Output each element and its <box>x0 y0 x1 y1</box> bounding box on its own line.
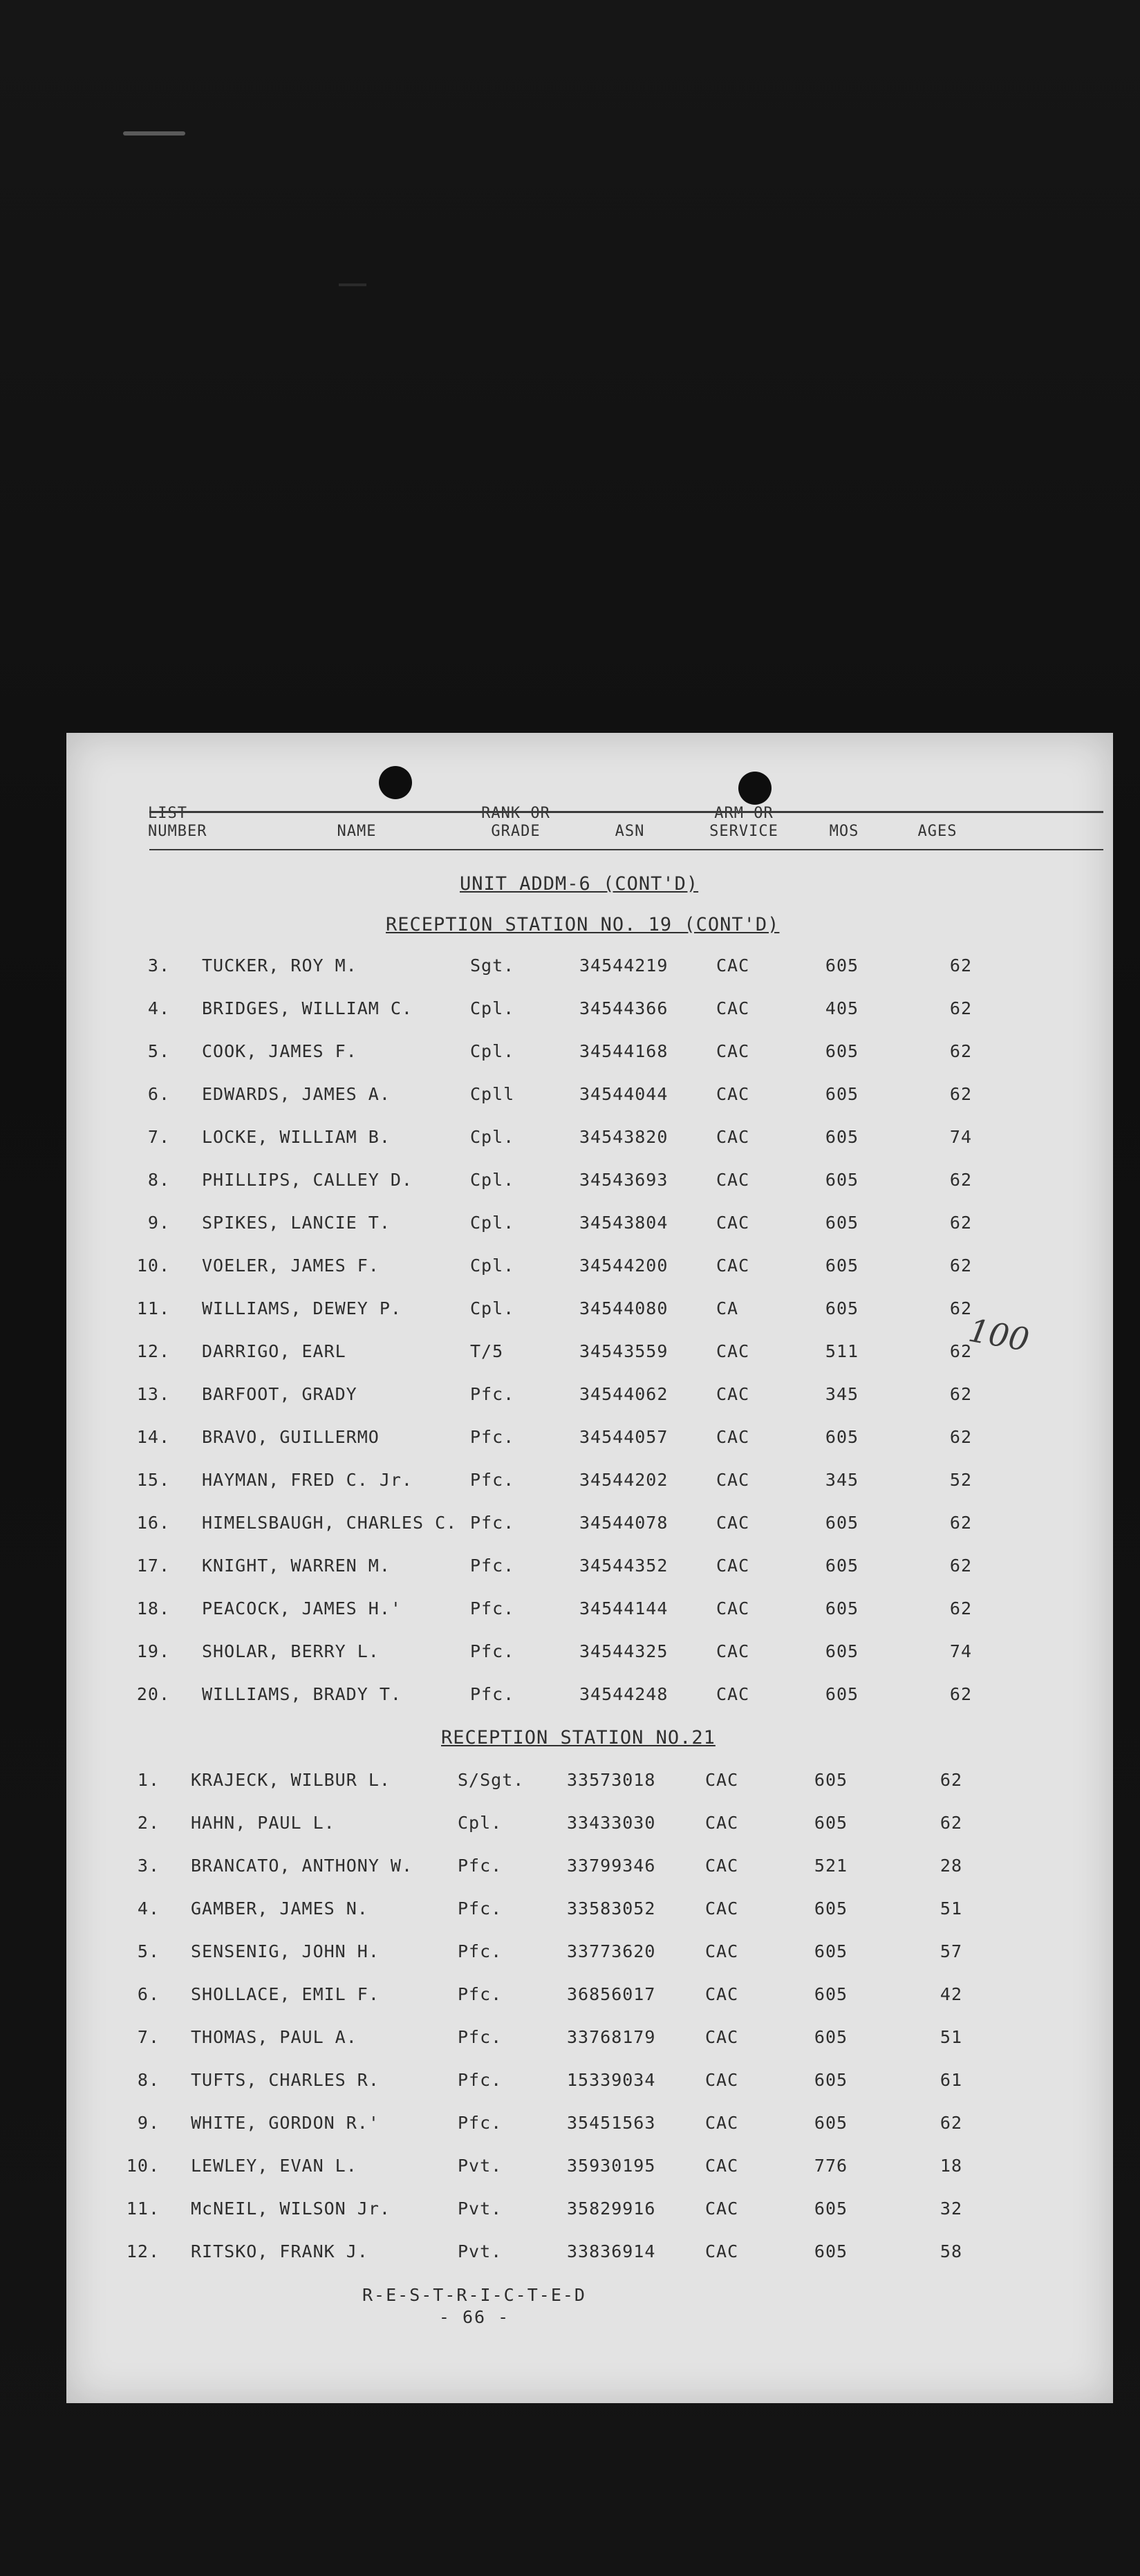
rank-cell: Sgt. <box>470 955 515 976</box>
list-number-cell: 14. <box>136 1427 170 1447</box>
header-rule <box>149 849 1103 850</box>
service-cell: CAC <box>716 998 750 1018</box>
list-number-cell: 11. <box>136 1298 170 1318</box>
asn-cell: 34544352 <box>579 1556 669 1576</box>
list-number-cell: 17. <box>136 1556 170 1576</box>
list-number-cell: 7. <box>137 2027 160 2047</box>
asn-cell: 34544168 <box>579 1041 669 1061</box>
mos-cell: 605 <box>825 1084 859 1104</box>
mos-cell: 605 <box>825 955 859 976</box>
rank-cell: S/Sgt. <box>458 1770 525 1790</box>
ages-cell: 62 <box>940 1813 962 1833</box>
asn-cell: 34544044 <box>579 1084 669 1104</box>
roster-row <box>66 1298 1113 1326</box>
ages-cell: 62 <box>940 2113 962 2133</box>
rank-cell: Pfc. <box>470 1684 515 1704</box>
list-number-cell: 18. <box>136 1598 170 1618</box>
roster-row <box>66 1513 1113 1540</box>
list-number-cell: 9. <box>147 1213 170 1233</box>
service-cell: CAC <box>716 1384 750 1404</box>
list-number-cell: 5. <box>147 1041 170 1061</box>
roster-row <box>66 955 1113 983</box>
ages-cell: 62 <box>949 1213 972 1233</box>
service-cell: CAC <box>716 1084 750 1104</box>
rank-cell: Pfc. <box>470 1384 515 1404</box>
rank-cell: Pvt. <box>458 2241 503 2261</box>
ages-cell: 62 <box>949 955 972 976</box>
name-cell: WILLIAMS, DEWEY P. <box>202 1298 402 1318</box>
footer-classification: R-E-S-T-R-I-C-T-E-D <box>362 2285 586 2305</box>
header-ages: AGES <box>917 823 957 840</box>
ages-cell: 62 <box>949 1598 972 1618</box>
name-cell: BARFOOT, GRADY <box>202 1384 357 1404</box>
service-cell: CAC <box>705 1813 739 1833</box>
roster-row <box>66 1770 1113 1798</box>
header-name: NAME <box>337 823 377 840</box>
asn-cell: 34544057 <box>579 1427 669 1447</box>
roster-row <box>66 1084 1113 1112</box>
ages-cell: 62 <box>949 1384 972 1404</box>
rank-cell: Cpl. <box>470 1256 515 1276</box>
asn-cell: 33583052 <box>567 1898 656 1919</box>
header-rank-line2: GRADE <box>491 823 541 840</box>
unit-title: UNIT ADDM-6 (CONT'D) <box>460 873 699 895</box>
roster-row <box>66 2070 1113 2098</box>
page-number: - 66 - <box>438 2307 510 2327</box>
header-number-label: NUMBER <box>148 823 207 840</box>
roster-row <box>66 2199 1113 2226</box>
rank-cell: Cpl. <box>470 1127 515 1147</box>
ages-cell: 42 <box>940 1984 962 2004</box>
ages-cell: 32 <box>940 2199 962 2219</box>
name-cell: LOCKE, WILLIAM B. <box>202 1127 391 1147</box>
roster-row <box>66 1384 1113 1412</box>
mos-cell: 605 <box>825 1556 859 1576</box>
service-cell: CAC <box>705 2241 739 2261</box>
mos-cell: 605 <box>814 1898 848 1919</box>
rank-cell: Cpl. <box>470 998 515 1018</box>
asn-cell: 34544219 <box>579 955 669 976</box>
service-cell: CAC <box>705 1898 739 1919</box>
list-number-cell: 13. <box>136 1384 170 1404</box>
name-cell: PHILLIPS, CALLEY D. <box>202 1170 413 1190</box>
name-cell: RITSKO, FRANK J. <box>191 2241 368 2261</box>
service-cell: CAC <box>705 1941 739 1961</box>
mos-cell: 511 <box>825 1341 859 1361</box>
roster-row <box>66 2113 1113 2140</box>
ages-cell: 51 <box>940 1898 962 1919</box>
name-cell: TUFTS, CHARLES R. <box>191 2070 380 2090</box>
asn-cell: 34543804 <box>579 1213 669 1233</box>
rank-cell: Pfc. <box>470 1470 515 1490</box>
ages-cell: 74 <box>949 1127 972 1147</box>
mos-cell: 605 <box>814 2027 848 2047</box>
list-number-cell: 6. <box>137 1984 160 2004</box>
list-number-cell: 9. <box>137 2113 160 2133</box>
name-cell: VOELER, JAMES F. <box>202 1256 380 1276</box>
roster-row <box>66 2241 1113 2269</box>
list-number-cell: 8. <box>137 2070 160 2090</box>
mos-cell: 605 <box>825 1427 859 1447</box>
roster-row <box>66 1427 1113 1455</box>
list-number-cell: 16. <box>136 1513 170 1533</box>
service-cell: CAC <box>716 1256 750 1276</box>
roster-row <box>66 998 1113 1026</box>
rank-cell: Pfc. <box>470 1556 515 1576</box>
header-list-label: LIST <box>148 805 187 822</box>
service-cell: CAC <box>716 1684 750 1704</box>
list-number-cell: 7. <box>147 1127 170 1147</box>
mos-cell: 605 <box>814 2113 848 2133</box>
ages-cell: 57 <box>940 1941 962 1961</box>
list-number-cell: 19. <box>136 1641 170 1661</box>
name-cell: GAMBER, JAMES N. <box>191 1898 368 1919</box>
ages-cell: 62 <box>949 1341 972 1361</box>
service-cell: CAC <box>716 1470 750 1490</box>
rank-cell: Pvt. <box>458 2199 503 2219</box>
ages-cell: 28 <box>940 1856 962 1876</box>
list-number-cell: 11. <box>126 2199 160 2219</box>
list-number-cell: 1. <box>137 1770 160 1790</box>
document-page <box>66 733 1113 2403</box>
asn-cell: 35829916 <box>567 2199 656 2219</box>
name-cell: TUCKER, ROY M. <box>202 955 357 976</box>
asn-cell: 34544202 <box>579 1470 669 1490</box>
mos-cell: 605 <box>814 1770 848 1790</box>
ages-cell: 52 <box>949 1470 972 1490</box>
ages-cell: 62 <box>949 998 972 1018</box>
roster-row <box>66 1127 1113 1155</box>
asn-cell: 34544325 <box>579 1641 669 1661</box>
service-cell: CAC <box>705 2156 739 2176</box>
list-number-cell: 5. <box>137 1941 160 1961</box>
rank-cell: Pfc. <box>458 2027 503 2047</box>
mos-cell: 345 <box>825 1384 859 1404</box>
asn-cell: 35930195 <box>567 2156 656 2176</box>
name-cell: BRAVO, GUILLERMO <box>202 1427 380 1447</box>
roster-row <box>66 1856 1113 1883</box>
rank-cell: Pfc. <box>458 2070 503 2090</box>
punch-hole <box>379 766 412 799</box>
list-number-cell: 3. <box>137 1856 160 1876</box>
service-cell: CAC <box>705 2113 739 2133</box>
header-rank-line1: RANK OR <box>481 805 550 822</box>
mos-cell: 605 <box>825 1256 859 1276</box>
name-cell: PEACOCK, JAMES H.' <box>202 1598 402 1618</box>
roster-row <box>66 1598 1113 1626</box>
name-cell: WHITE, GORDON R.' <box>191 2113 380 2133</box>
roster-row <box>66 1684 1113 1712</box>
mos-cell: 605 <box>814 1984 848 2004</box>
service-cell: CAC <box>716 955 750 976</box>
list-number-cell: 12. <box>136 1341 170 1361</box>
roster-row <box>66 2027 1113 2055</box>
service-cell: CAC <box>705 1770 739 1790</box>
header-list-number <box>148 805 210 841</box>
name-cell: SENSENIG, JOHN H. <box>191 1941 380 1961</box>
list-number-cell: 15. <box>136 1470 170 1490</box>
rank-cell: Cpl. <box>458 1813 503 1833</box>
ages-cell: 18 <box>940 2156 962 2176</box>
roster-row <box>66 1556 1113 1583</box>
list-number-cell: 6. <box>147 1084 170 1104</box>
name-cell: SHOLLACE, EMIL F. <box>191 1984 380 2004</box>
name-cell: KNIGHT, WARREN M. <box>202 1556 391 1576</box>
mos-cell: 605 <box>825 1170 859 1190</box>
name-cell: KRAJECK, WILBUR L. <box>191 1770 391 1790</box>
asn-cell: 34543820 <box>579 1127 669 1147</box>
ages-cell: 51 <box>940 2027 962 2047</box>
ages-cell: 74 <box>949 1641 972 1661</box>
asn-cell: 33573018 <box>567 1770 656 1790</box>
list-number-cell: 10. <box>136 1256 170 1276</box>
name-cell: HIMELSBAUGH, CHARLES C. <box>202 1513 458 1533</box>
asn-cell: 33768179 <box>567 2027 656 2047</box>
asn-cell: 34544144 <box>579 1598 669 1618</box>
ages-cell: 62 <box>949 1256 972 1276</box>
rank-cell: Cpl. <box>470 1170 515 1190</box>
name-cell: LEWLEY, EVAN L. <box>191 2156 357 2176</box>
film-mark <box>339 283 366 286</box>
ages-cell: 62 <box>949 1041 972 1061</box>
rank-cell: Pfc. <box>470 1513 515 1533</box>
service-cell: CAC <box>705 2070 739 2090</box>
asn-cell: 34544200 <box>579 1256 669 1276</box>
mos-cell: 605 <box>825 1598 859 1618</box>
mos-cell: 605 <box>825 1684 859 1704</box>
header-arm <box>689 805 799 841</box>
mos-cell: 345 <box>825 1470 859 1490</box>
rank-cell: Pvt. <box>458 2156 503 2176</box>
name-cell: WILLIAMS, BRADY T. <box>202 1684 402 1704</box>
asn-cell: 36856017 <box>567 1984 656 2004</box>
mos-cell: 605 <box>825 1041 859 1061</box>
asn-cell: 33433030 <box>567 1813 656 1833</box>
service-cell: CAC <box>705 1856 739 1876</box>
rank-cell: Cpl. <box>470 1041 515 1061</box>
roster-row <box>66 1641 1113 1669</box>
rank-cell: T/5 <box>470 1341 504 1361</box>
rank-cell: Pfc. <box>458 1856 503 1876</box>
asn-cell: 34544062 <box>579 1384 669 1404</box>
rank-cell: Pfc. <box>458 1941 503 1961</box>
roster-row <box>66 1813 1113 1840</box>
list-number-cell: 2. <box>137 1813 160 1833</box>
name-cell: SHOLAR, BERRY L. <box>202 1641 380 1661</box>
mos-cell: 605 <box>814 1813 848 1833</box>
name-cell: EDWARDS, JAMES A. <box>202 1084 391 1104</box>
mos-cell: 605 <box>825 1641 859 1661</box>
name-cell: HAHN, PAUL L. <box>191 1813 335 1833</box>
header-arm-line1: ARM OR <box>714 805 774 822</box>
ages-cell: 58 <box>940 2241 962 2261</box>
rank-cell: Cpl. <box>470 1298 515 1318</box>
ages-cell: 62 <box>949 1298 972 1318</box>
roster-row <box>66 1470 1113 1497</box>
asn-cell: 33836914 <box>567 2241 656 2261</box>
roster-row <box>66 1898 1113 1926</box>
header-arm-line2: SERVICE <box>709 823 778 840</box>
list-number-cell: 4. <box>137 1898 160 1919</box>
rank-cell: Pfc. <box>458 2113 503 2133</box>
punch-hole <box>738 772 772 805</box>
service-cell: CAC <box>716 1127 750 1147</box>
ages-cell: 62 <box>940 1770 962 1790</box>
asn-cell: 34543559 <box>579 1341 669 1361</box>
ages-cell: 62 <box>949 1170 972 1190</box>
name-cell: SPIKES, LANCIE T. <box>202 1213 391 1233</box>
rank-cell: Pfc. <box>458 1898 503 1919</box>
name-cell: BRIDGES, WILLIAM C. <box>202 998 413 1018</box>
rank-cell: Pfc. <box>470 1641 515 1661</box>
ages-cell: 62 <box>949 1513 972 1533</box>
name-cell: HAYMAN, FRED C. Jr. <box>202 1470 413 1490</box>
service-cell: CAC <box>716 1598 750 1618</box>
section-title-station-19: RECEPTION STATION NO. 19 (CONT'D) <box>386 914 780 935</box>
service-cell: CAC <box>705 2199 739 2219</box>
ages-cell: 62 <box>949 1084 972 1104</box>
header-mos: MOS <box>829 823 859 840</box>
name-cell: BRANCATO, ANTHONY W. <box>191 1856 413 1876</box>
service-cell: CAC <box>705 2027 739 2047</box>
name-cell: COOK, JAMES F. <box>202 1041 357 1061</box>
mos-cell: 776 <box>814 2156 848 2176</box>
list-number-cell: 12. <box>126 2241 160 2261</box>
name-cell: THOMAS, PAUL A. <box>191 2027 357 2047</box>
roster-row <box>66 1213 1113 1240</box>
asn-cell: 34543693 <box>579 1170 669 1190</box>
asn-cell: 34544078 <box>579 1513 669 1533</box>
roster-row <box>66 1984 1113 2012</box>
service-cell: CAC <box>716 1427 750 1447</box>
mos-cell: 605 <box>825 1513 859 1533</box>
asn-cell: 34544080 <box>579 1298 669 1318</box>
handwritten-note: 100 <box>965 1311 1032 1359</box>
mos-cell: 605 <box>814 2070 848 2090</box>
service-cell: CAC <box>716 1641 750 1661</box>
film-mark <box>123 131 185 136</box>
roster-row <box>66 1170 1113 1197</box>
list-number-cell: 4. <box>147 998 170 1018</box>
list-number-cell: 20. <box>136 1684 170 1704</box>
ages-cell: 62 <box>949 1427 972 1447</box>
service-cell: CA <box>716 1298 739 1318</box>
rank-cell: Pfc. <box>458 1984 503 2004</box>
rank-cell: Pfc. <box>470 1598 515 1618</box>
asn-cell: 34544248 <box>579 1684 669 1704</box>
roster-row <box>66 2156 1113 2183</box>
service-cell: CAC <box>716 1513 750 1533</box>
mos-cell: 605 <box>825 1213 859 1233</box>
asn-cell: 35451563 <box>567 2113 656 2133</box>
mos-cell: 605 <box>814 1941 848 1961</box>
ages-cell: 61 <box>940 2070 962 2090</box>
mos-cell: 605 <box>814 2199 848 2219</box>
asn-cell: 15339034 <box>567 2070 656 2090</box>
name-cell: McNEIL, WILSON Jr. <box>191 2199 391 2219</box>
header-asn: ASN <box>615 823 645 840</box>
roster-row <box>66 1341 1113 1369</box>
list-number-cell: 8. <box>147 1170 170 1190</box>
roster-row <box>66 1941 1113 1969</box>
service-cell: CAC <box>716 1041 750 1061</box>
header-rank <box>460 805 571 841</box>
list-number-cell: 10. <box>126 2156 160 2176</box>
rank-cell: Cpll <box>470 1084 515 1104</box>
service-cell: CAC <box>716 1170 750 1190</box>
mos-cell: 605 <box>825 1127 859 1147</box>
section-title-station-21: RECEPTION STATION NO.21 <box>441 1727 716 1748</box>
ages-cell: 62 <box>949 1684 972 1704</box>
roster-row <box>66 1041 1113 1069</box>
list-number-cell: 3. <box>147 955 170 976</box>
header-rule <box>149 811 1103 813</box>
rank-cell: Pfc. <box>470 1427 515 1447</box>
roster-row <box>66 1256 1113 1283</box>
asn-cell: 33799346 <box>567 1856 656 1876</box>
asn-cell: 34544366 <box>579 998 669 1018</box>
ages-cell: 62 <box>949 1556 972 1576</box>
service-cell: CAC <box>716 1341 750 1361</box>
service-cell: CAC <box>716 1556 750 1576</box>
rank-cell: Cpl. <box>470 1213 515 1233</box>
mos-cell: 405 <box>825 998 859 1018</box>
name-cell: DARRIGO, EARL <box>202 1341 346 1361</box>
service-cell: CAC <box>705 1984 739 2004</box>
asn-cell: 33773620 <box>567 1941 656 1961</box>
mos-cell: 605 <box>814 2241 848 2261</box>
service-cell: CAC <box>716 1213 750 1233</box>
mos-cell: 521 <box>814 1856 848 1876</box>
mos-cell: 605 <box>825 1298 859 1318</box>
